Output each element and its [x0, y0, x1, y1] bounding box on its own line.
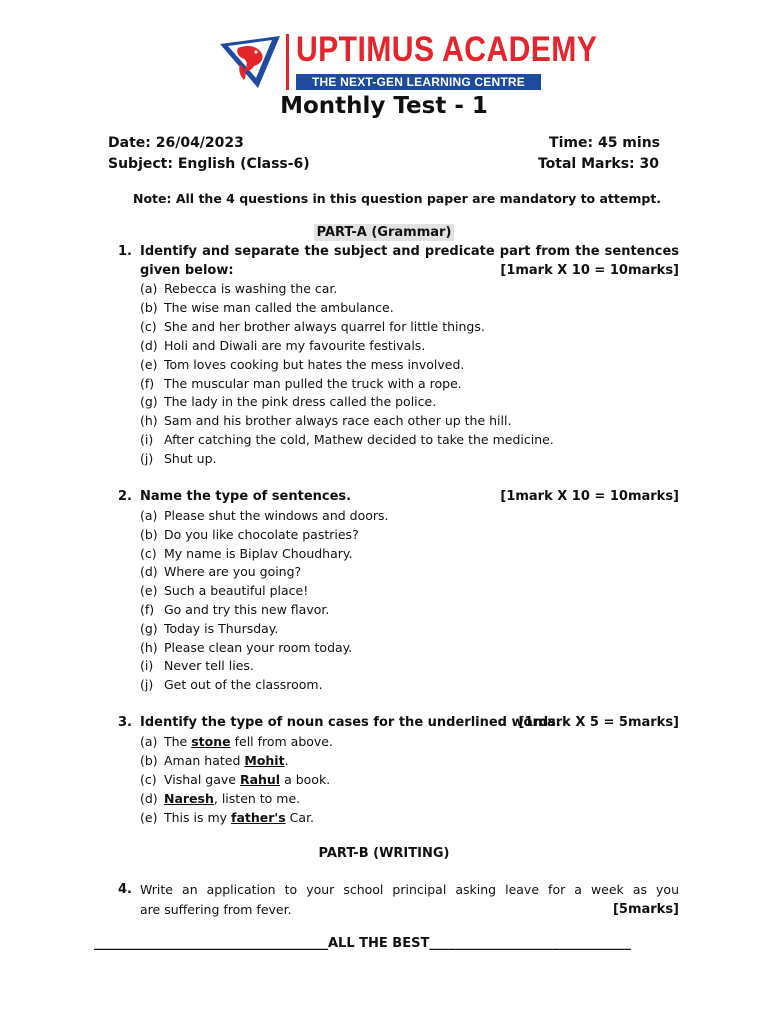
q2-text: Name the type of sentences. [140, 489, 352, 504]
item-label: (i) [140, 432, 154, 448]
list-item [140, 677, 323, 692]
part-a-heading [0, 225, 768, 240]
item-text: Never tell lies. [164, 658, 254, 674]
item-label: (h) [140, 413, 158, 429]
q2-marks: [1mark X 10 = 10marks] [500, 489, 679, 504]
q4-text-line2: are suffering from fever. [140, 902, 292, 917]
item-label: (a) [140, 281, 158, 296]
footer [94, 936, 631, 951]
list-item [140, 300, 394, 315]
underlined-word: Rahul [239, 772, 281, 787]
list-item [140, 319, 485, 334]
item-text: Please clean your room today. [164, 639, 353, 655]
item-label: (a) [140, 508, 158, 523]
item-text-pre: This is my [164, 810, 232, 825]
brand-tagline: THE NEXT-GEN LEARNING CENTRE [296, 74, 541, 90]
item-text: Shut up. [164, 451, 217, 467]
q1-text-line2: given below: [140, 263, 234, 278]
footer-rule-left: ____________________________________ [94, 936, 328, 951]
item-label: (g) [140, 620, 158, 636]
page-title: Monthly Test - 1 [280, 93, 488, 119]
item-label: (d) [140, 791, 158, 806]
item-label: (h) [140, 639, 158, 655]
list-item [140, 546, 353, 561]
q3-text: Identify the type of noun cases for the underlined words. [140, 715, 561, 730]
item-label: (d) [140, 337, 158, 353]
item-label: (e) [140, 356, 158, 372]
item-text-pre: Aman hated [164, 753, 245, 768]
test-subject: Subject: English (Class-6) [108, 156, 310, 172]
item-text: Get out of the classroom. [164, 677, 323, 693]
q1-text-line1: Identify and separate the subject and predicate part from the sentences [140, 244, 679, 259]
item-label: (a) [140, 734, 158, 749]
list-item [140, 772, 330, 787]
eagle-logo-icon [218, 34, 282, 90]
list-item [140, 658, 254, 673]
list-item [140, 791, 300, 806]
list-item [140, 451, 216, 466]
list-item [140, 281, 337, 296]
underlined-word: stone [191, 734, 231, 749]
brand-name: UPTIMUS ACADEMY [296, 30, 598, 69]
header-divider [286, 34, 289, 90]
list-item [140, 810, 314, 825]
part-a-label: PART-A (Grammar) [314, 224, 455, 241]
item-label: (b) [140, 526, 158, 542]
q4-number: 4. [118, 882, 132, 897]
q3-number: 3. [118, 715, 132, 730]
item-text: Do you like chocolate pastries? [164, 526, 359, 542]
item-text-post: . [284, 753, 289, 768]
item-text-post: Car. [285, 810, 315, 825]
item-label: (e) [140, 810, 158, 825]
item-text: The muscular man pulled the truck with a rope. [164, 375, 462, 391]
list-item [140, 527, 359, 542]
item-text-post: , listen to me. [213, 791, 301, 806]
item-text: Tom loves cooking but hates the mess involved. [164, 356, 465, 372]
list-item [140, 376, 462, 391]
item-text: Go and try this new flavor. [164, 602, 330, 617]
list-item [140, 413, 511, 428]
item-text: Where are you going? [164, 564, 302, 580]
item-label: (j) [140, 677, 154, 693]
q2-number: 2. [118, 489, 132, 504]
item-label: (d) [140, 564, 158, 580]
item-text-post: fell from above. [230, 734, 333, 749]
item-text: The wise man called the ambulance. [164, 299, 394, 315]
item-text: Please shut the windows and doors. [164, 508, 389, 523]
list-item [140, 602, 329, 617]
note: Note: All the 4 questions in this question paper are mandatory to attempt. [133, 191, 662, 206]
item-label: (g) [140, 394, 158, 410]
item-text-pre: The [164, 734, 192, 749]
test-time: Time: 45 mins [549, 135, 660, 151]
list-item [140, 640, 352, 655]
q4-text-line1: Write an application to your school principal asking leave for a week as you [140, 882, 679, 897]
list-item [140, 734, 333, 749]
part-b-heading: PART-B (WRITING) [318, 846, 450, 861]
item-text: After catching the cold, Mathew decided to take the medicine. [164, 432, 554, 448]
item-label: (b) [140, 299, 158, 315]
q4-marks: [5marks] [612, 902, 679, 917]
underlined-word: Mohit [244, 753, 285, 768]
q1-number: 1. [118, 244, 132, 259]
item-text: My name is Biplav Choudhary. [164, 545, 353, 561]
item-label: (j) [140, 451, 154, 467]
list-item [140, 394, 436, 409]
test-date: Date: 26/04/2023 [108, 135, 244, 151]
item-label: (c) [140, 318, 157, 334]
item-text: Such a beautiful place! [164, 583, 309, 599]
footer-rule-right: _______________________________ [429, 936, 631, 951]
item-label: (f) [140, 602, 155, 617]
item-label: (i) [140, 658, 154, 674]
item-text-post: a book. [280, 772, 331, 787]
item-label: (e) [140, 583, 158, 599]
item-text: She and her brother always quarrel for little things. [164, 318, 485, 334]
underlined-word: Naresh [164, 791, 214, 806]
item-label: (c) [140, 772, 157, 787]
list-item [140, 564, 301, 579]
list-item [140, 508, 389, 523]
footer-text: ALL THE BEST [328, 936, 430, 951]
item-text: Holi and Diwali are my favourite festivals. [164, 337, 426, 353]
list-item [140, 432, 554, 447]
item-text: The lady in the pink dress called the police. [164, 394, 437, 410]
underlined-word: father's [231, 810, 286, 825]
item-text: Rebecca is washing the car. [164, 281, 338, 296]
item-text: Sam and his brother always race each other up the hill. [164, 413, 512, 429]
item-text: Today is Thursday. [164, 620, 279, 636]
list-item [140, 583, 308, 598]
item-label: (c) [140, 545, 157, 561]
list-item [140, 753, 289, 768]
list-item [140, 621, 278, 636]
item-text-pre: Vishal gave [164, 772, 240, 787]
item-label: (b) [140, 753, 158, 768]
q1-marks: [1mark X 10 = 10marks] [500, 263, 679, 278]
item-label: (f) [140, 375, 155, 391]
list-item [140, 357, 464, 372]
list-item [140, 338, 425, 353]
q3-marks: [1mark X 5 = 5marks] [518, 715, 679, 730]
total-marks: Total Marks: 30 [537, 156, 659, 172]
